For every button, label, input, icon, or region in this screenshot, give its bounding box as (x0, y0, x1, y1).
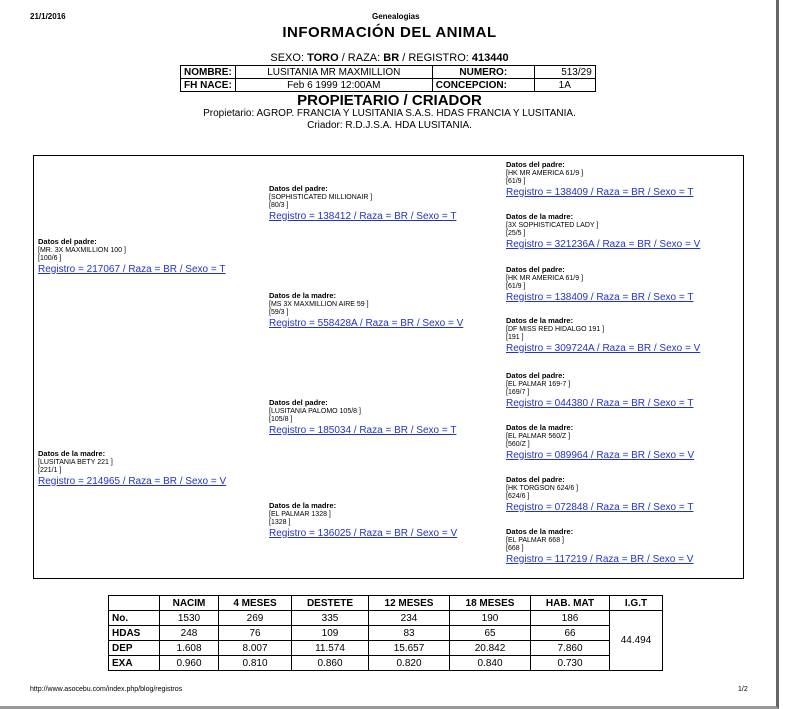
node-number: [1328 ] (269, 519, 291, 526)
node-label: Datos del padre: (506, 371, 565, 380)
row-label: No. (109, 611, 160, 626)
table-cell: 0.820 (369, 656, 450, 671)
node-number: [25/5 ] (506, 230, 526, 237)
row-label: HDAS (109, 626, 160, 641)
row-label: DEP (109, 641, 160, 656)
pedigree-box (33, 155, 744, 579)
stats-header-hab-mat: HAB. MAT (531, 596, 610, 611)
table-cell: 65 (450, 626, 531, 641)
stats-header-row (109, 596, 663, 611)
node-number: [80/3 ] (269, 202, 289, 209)
node-number: [61/9 ] (506, 283, 526, 290)
propietario-criador-title: PROPIETARIO / CRIADOR (297, 92, 482, 109)
page-title: INFORMACIÓN DEL ANIMAL (282, 24, 497, 41)
node-label: Datos de la madre: (506, 423, 574, 432)
node-label: Datos de la madre: (506, 212, 574, 221)
pedigree-mmm (506, 528, 741, 565)
registro-link[interactable]: Registro = 117219 / Raza = BR / Sexo = V (506, 553, 694, 565)
node-number: [100/6 ] (38, 255, 62, 262)
table-cell: 335 (292, 611, 369, 626)
table-cell: 66 (531, 626, 610, 641)
numero-value: 513/29 (534, 66, 595, 79)
registro-link[interactable]: Registro = 217067 / Raza = BR / Sexo = T (38, 263, 226, 275)
table-cell: 15.657 (369, 641, 450, 656)
criador-text: Criador: R.D.J.S.A. HDA LUSITANIA. (307, 120, 472, 131)
footer-url: http://www.asocebu.com/index.php/blog/registros (30, 686, 183, 693)
registro-link[interactable]: Registro = 321236A / Raza = BR / Sexo = V (506, 238, 701, 250)
node-name: [LUSITANIA BETY 221 ] (38, 458, 113, 466)
stats-header-nacim: NACIM (160, 596, 219, 611)
registro-link[interactable]: Registro = 214965 / Raza = BR / Sexo = V (38, 475, 227, 487)
node-number: [59/3 ] (269, 309, 289, 316)
pedigree-mmp (506, 476, 741, 513)
node-name: [EL PALMAR 560/Z ] (506, 432, 571, 440)
table-cell: 1530 (160, 611, 219, 626)
table-cell: 0.960 (160, 656, 219, 671)
table-cell: 11.574 (292, 641, 369, 656)
node-number: [191 ] (506, 334, 524, 341)
owner-breeder-block (0, 108, 779, 132)
node-name: [EL PALMAR 668 ] (506, 536, 564, 544)
node-name: [MR. 3X MAXMILLION 100 ] (38, 246, 126, 254)
raza-value: BR (383, 52, 400, 64)
sexo-label: SEXO: (270, 52, 308, 64)
pedigree-dam-dam (269, 502, 501, 539)
pedigree-mpp (506, 372, 741, 409)
sexo-value: TORO (307, 52, 339, 64)
node-label: Datos del padre: (38, 237, 97, 246)
propietario-text: Propietario: AGROP. FRANCIA Y LUSITANIA S.A.S. HDAS FRANCIA Y LUSITANIA. (203, 108, 576, 119)
node-label: Datos del padre: (269, 398, 328, 407)
node-label: Datos del padre: (506, 160, 565, 169)
node-number: [221/1 ] (38, 467, 62, 474)
node-name: [DF MISS RED HIDALGO 191 ] (506, 325, 605, 333)
stats-header-12-meses: 12 MESES (369, 596, 450, 611)
pedigree-ppp (506, 161, 741, 198)
registro-link[interactable]: Registro = 138412 / Raza = BR / Sexo = T (269, 210, 457, 222)
fh-nace-value: Feb 6 1999 12:00AM (235, 79, 432, 92)
table-cell: 0.810 (219, 656, 292, 671)
registro-link[interactable]: Registro = 558428A / Raza = BR / Sexo = V (269, 317, 464, 329)
table-row (109, 656, 663, 671)
igt-value: 44.494 (610, 611, 663, 671)
table-cell: 0.730 (531, 656, 610, 671)
table-cell: 8.007 (219, 641, 292, 656)
registro-link[interactable]: Registro = 309724A / Raza = BR / Sexo = V (506, 342, 701, 354)
pedigree-dam (38, 450, 260, 487)
numero-label: NUMERO: (432, 66, 534, 79)
nombre-label: NOMBRE: (181, 66, 236, 79)
table-cell: 248 (160, 626, 219, 641)
node-name: [HK MR AMERICA 61/9 ] (506, 274, 584, 282)
table-cell: 76 (219, 626, 292, 641)
stats-header-igt: I.G.T (610, 596, 663, 611)
table-row (109, 641, 663, 656)
fh-nace-label: FH NACE: (181, 79, 236, 92)
node-name: [MS 3X MAXMILLION AIRE 59 ] (269, 300, 369, 308)
node-number: [624/6 ] (506, 493, 530, 500)
node-label: Datos de la madre: (506, 316, 574, 325)
node-name: [SOPHISTICATED MILLIONAIR ] (269, 193, 373, 201)
registro-value: 413440 (471, 52, 509, 64)
stats-header-destete: DESTETE (292, 596, 369, 611)
node-number: [169/7 ] (506, 389, 530, 396)
table-row (109, 626, 663, 641)
animal-info-table (180, 65, 596, 92)
page-number: 1/2 (738, 686, 748, 693)
registro-link[interactable]: Registro = 138409 / Raza = BR / Sexo = T (506, 186, 694, 198)
node-name: [EL PALMAR 169-7 ] (506, 380, 571, 388)
node-label: Datos del padre: (269, 184, 328, 193)
table-cell: 0.860 (292, 656, 369, 671)
node-number: [105/8 ] (269, 416, 293, 423)
node-number: [61/9 ] (506, 178, 526, 185)
pedigree-dam-sire (269, 399, 501, 436)
pedigree-sire (38, 238, 260, 275)
node-number: [560/Z ] (506, 441, 530, 448)
stats-header-18-meses: 18 MESES (450, 596, 531, 611)
sexo-raza-registro-line (0, 52, 779, 64)
pedigree-sire-dam (269, 292, 501, 329)
node-name: [HK MR AMERICA 61/9 ] (506, 169, 584, 177)
table-cell: 7.860 (531, 641, 610, 656)
registro-link[interactable]: Registro = 044380 / Raza = BR / Sexo = T (506, 397, 694, 409)
registro-link[interactable]: Registro = 138409 / Raza = BR / Sexo = T (506, 291, 694, 303)
pedigree-pmp (506, 266, 741, 303)
node-name: [3X SOPHISTICATED LADY ] (506, 221, 599, 229)
node-label: Datos del padre: (506, 265, 565, 274)
pedigree-ppm (506, 213, 741, 250)
stats-header-empty (109, 596, 160, 611)
stats-table (108, 595, 663, 671)
node-label: Datos del padre: (506, 475, 565, 484)
row-label: EXA (109, 656, 160, 671)
node-name: [HK TORGSON 624/6 ] (506, 484, 579, 492)
table-cell: 1.608 (160, 641, 219, 656)
site-title: Genealogias (372, 12, 420, 21)
raza-label: / RAZA: (338, 52, 384, 64)
node-name: [LUSITANIA PALOMO 105/8 ] (269, 407, 361, 415)
nombre-value: LUSITANIA MR MAXMILLION (235, 66, 432, 79)
table-cell: 190 (450, 611, 531, 626)
node-number: [668 ] (506, 545, 524, 552)
node-label: Datos de la madre: (506, 527, 574, 536)
stats-header-4-meses: 4 MESES (219, 596, 292, 611)
registro-link[interactable]: Registro = 185034 / Raza = BR / Sexo = T (269, 424, 457, 436)
registro-link[interactable]: Registro = 072848 / Raza = BR / Sexo = T (506, 501, 694, 513)
registro-link[interactable]: Registro = 136025 / Raza = BR / Sexo = V (269, 527, 458, 539)
pedigree-mpm (506, 424, 741, 461)
table-cell: 83 (369, 626, 450, 641)
node-name: [EL PALMAR 1328 ] (269, 510, 331, 518)
print-date: 21/1/2016 (30, 12, 66, 21)
concepcion-label: CONCEPCION: (432, 79, 534, 92)
table-cell: 20.842 (450, 641, 531, 656)
registro-label: / REGISTRO: (399, 52, 472, 64)
table-cell: 109 (292, 626, 369, 641)
table-cell: 186 (531, 611, 610, 626)
node-label: Datos de la madre: (38, 449, 106, 458)
registro-link[interactable]: Registro = 089964 / Raza = BR / Sexo = V (506, 449, 695, 461)
table-row (109, 611, 663, 626)
node-label: Datos de la madre: (269, 291, 337, 300)
table-cell: 234 (369, 611, 450, 626)
pedigree-pmm (506, 317, 741, 354)
concepcion-value: 1A (534, 79, 595, 92)
pedigree-sire-sire (269, 185, 501, 222)
node-label: Datos de la madre: (269, 501, 337, 510)
table-cell: 269 (219, 611, 292, 626)
table-cell: 0.840 (450, 656, 531, 671)
